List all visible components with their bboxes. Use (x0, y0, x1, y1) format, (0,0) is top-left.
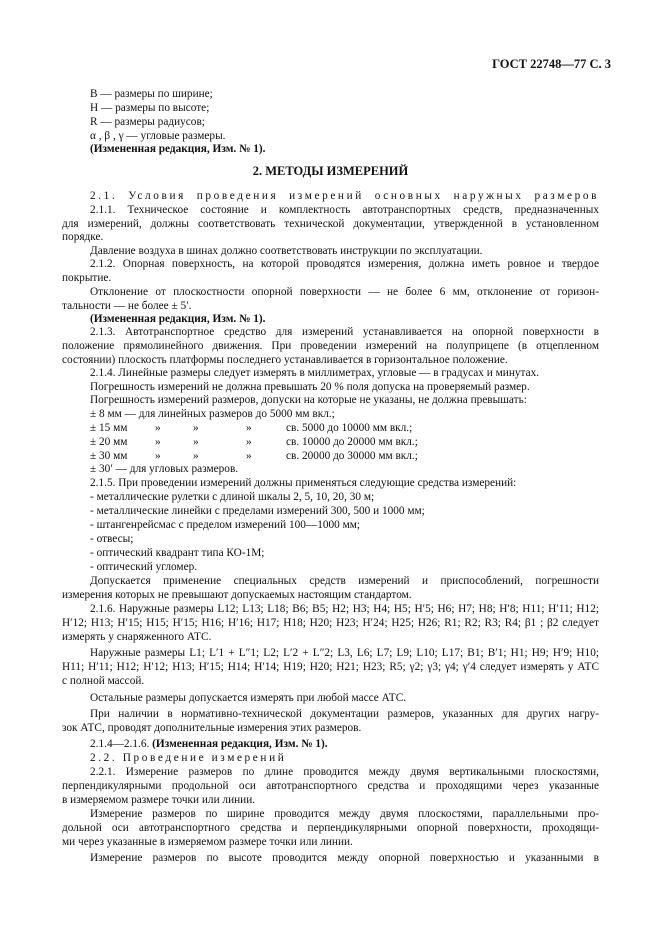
p216b-line3: с полной массой. (62, 675, 145, 687)
p213-line1: 2.1.3. Автотранспортное средство для измерений устанавливается на опорной поверхности в (90, 326, 599, 338)
tool-item: - металлические линейки с пределами измерений 300, 500 и 1000 мм; (90, 505, 425, 517)
tool-item: - отвесы; (90, 533, 134, 545)
ditto-mark: » (246, 450, 252, 462)
section-title: 2. МЕТОДЫ ИЗМЕРЕНИЙ (252, 164, 409, 178)
p214-line2: Погрешность измерений не должна превышать 20 % поля допуска на проверяемый размер. (90, 381, 530, 393)
amendment-note-3: (Измененная редакция, Изм. № 1). (152, 738, 328, 750)
tolerance-range: св. 10000 до 20000 мм вкл.; (286, 436, 418, 448)
width-line1: Измерение размеров по ширине проводится между двумя плоскостями, параллельными про- (90, 808, 599, 820)
ditto-mark: » (193, 450, 199, 462)
ditto-mark: » (246, 422, 252, 434)
page-header: ГОСТ 22748—77 С. 3 (492, 57, 611, 71)
def-angle: α , β , γ — угловые размеры. (90, 130, 226, 142)
def-radius: R — размеры радиусов; (90, 116, 205, 128)
p216b-line2: H11; H′11; H12; H′12; H13; H′15; H14; H′14; H19; H20; H21; H23; R5; γ2; γ3; γ4; γ′4 следует измерять у АТС (62, 661, 599, 673)
p213-line2: положение прямолинейного движения. При проведении измерений на полуприцепе (в отцепленном (62, 340, 599, 352)
other-sizes-text: Остальные размеры допускается измерять при любой массе АТС. (90, 692, 407, 704)
tolerance-range: св. 20000 до 30000 мм вкл.; (286, 450, 418, 462)
p211-line1: 2.1.1. Техническое состояние и комплектность автотранспортных средств, предназначенных (90, 204, 599, 216)
width-line2: дольной оси автотранспортного средства и перпендикулярными опорной поверхности, проходящи- (62, 822, 599, 834)
amendment-range: 2.1.4—2.1.6. (90, 738, 150, 750)
height-line1: Измерение размеров по высоте проводится между опорной поверхностью и указанными в (90, 852, 599, 864)
tool-item: - оптический квадрант типа КО-1М; (90, 547, 265, 559)
p213-line3: состоянии) плоскость платформы последнего устанавливается в горизонтальное положение. (62, 354, 508, 366)
tolerance-row: ± 20 мм (90, 436, 128, 448)
p211-line3: порядке. (62, 231, 104, 243)
normative-line2: зок АТС, проводят дополнительные измерения этих размеров. (62, 722, 362, 734)
tool-item: - металлические рулетки с длиной шкалы 2, 5, 10, 20, 30 м; (90, 491, 375, 503)
special-line2: измерения которых не превышают допускаемых настоящим стандартом. (62, 589, 412, 601)
p221-line3: в измеряемом размере точки или линии. (62, 794, 256, 806)
p211-line2: для измерений, должны соответствовать технической документации, утвержденной в установленном (62, 218, 599, 230)
p216a-line1: 2.1.6. Наружные размеры L12; L13; L18; B6; B5; H2; H3; H4; H5; H′5; H6; H7; H8; H′8; H11; H′11; H12; (90, 603, 599, 615)
p221-line1: 2.2.1. Измерение размеров по длине проводится между двумя вертикальными плоскостями, (90, 766, 599, 778)
tolerance-row: ± 30 мм (90, 450, 128, 462)
p214-line3: Погрешность измерений размеров, допуски на которые не указаны, не должна превышать: (90, 394, 527, 406)
amendment-note-2: (Измененная редакция, Изм. № 1). (90, 313, 266, 325)
def-height: H — размеры по высоте; (90, 102, 210, 114)
ditto-mark: » (193, 422, 199, 434)
tolerance-row: ± 15 мм (90, 422, 128, 434)
tolerance-range: св. 5000 до 10000 мм вкл.; (286, 422, 413, 434)
tool-item: - оптический угломер. (90, 561, 198, 573)
normative-line1: При наличии в нормативно-технической документации размеров, указанных для других нагру- (90, 708, 599, 720)
subsection-title-conditions: 2.1. Условия проведения измерений основных наружных размеров (90, 190, 599, 202)
ditto-mark: » (155, 450, 161, 462)
ditto-mark: » (246, 436, 252, 448)
tool-item: - штангенрейсмас с пределом измерений 100—1000 мм; (90, 519, 361, 531)
p221-line2: перпендикулярными продольной оси автотранспортного средства и проходящими через указанные (62, 780, 599, 792)
tolerance-row: ± 30′ — для угловых размеров. (90, 463, 239, 475)
ditto-mark: » (155, 422, 161, 434)
special-line1: Допускается применение специальных средств измерений и приспособлений, погрешности (90, 575, 599, 587)
p216a-line2: H′12; H13; H′15; H15; H′15; H16; H′16; H17; H18; H20; H23; H′24; H25; H26; R1; R2; R3; R4; β1 ; β2 следует (62, 617, 599, 629)
amendment-ref (90, 737, 328, 751)
deviation-line1: Отклонение от плоскостности опорной поверхности — не более 6 мм, отклонение от горизон- (90, 286, 599, 298)
p212-line1: 2.1.2. Опорная поверхность, на которой проводятся измерения, должна иметь ровное и твердое (90, 258, 599, 270)
tolerance-row: ± 8 мм — для линейных размеров до 5000 мм вкл.; (90, 408, 335, 420)
p212-line2: покрытие. (62, 272, 112, 284)
def-width: B — размеры по ширине; (90, 88, 213, 100)
amendment-note: (Измененная редакция, Изм. № 1). (90, 143, 266, 155)
pressure-text: Давление воздуха в шинах должно соответствовать инструкции по эксплуатации. (90, 245, 483, 257)
ditto-mark: » (155, 436, 161, 448)
width-line3: ми через указанные в измеряемом размере точки или линии. (62, 836, 353, 848)
p214-line1: 2.1.4. Линейные размеры следует измерять в миллиметрах, угловые — в градусах и минутах. (90, 367, 540, 379)
p215-text: 2.1.5. При проведении измерений должны применяться следующие средства измерений: (90, 477, 517, 489)
deviation-line2: тальности — не более ± 5′. (62, 300, 192, 312)
subsection-title-measurements: 2.2. Проведение измерений (90, 752, 287, 764)
p216b-line1: Наружные размеры L1; L′1 + L″1; L2; L′2 + L″2; L3, L6; L7; L9; L10; L17; B1; B′1; H1; H9; H′9; H10; (90, 647, 599, 659)
p216a-line3: измерять у снаряженного АТС. (62, 631, 212, 643)
ditto-mark: » (193, 436, 199, 448)
